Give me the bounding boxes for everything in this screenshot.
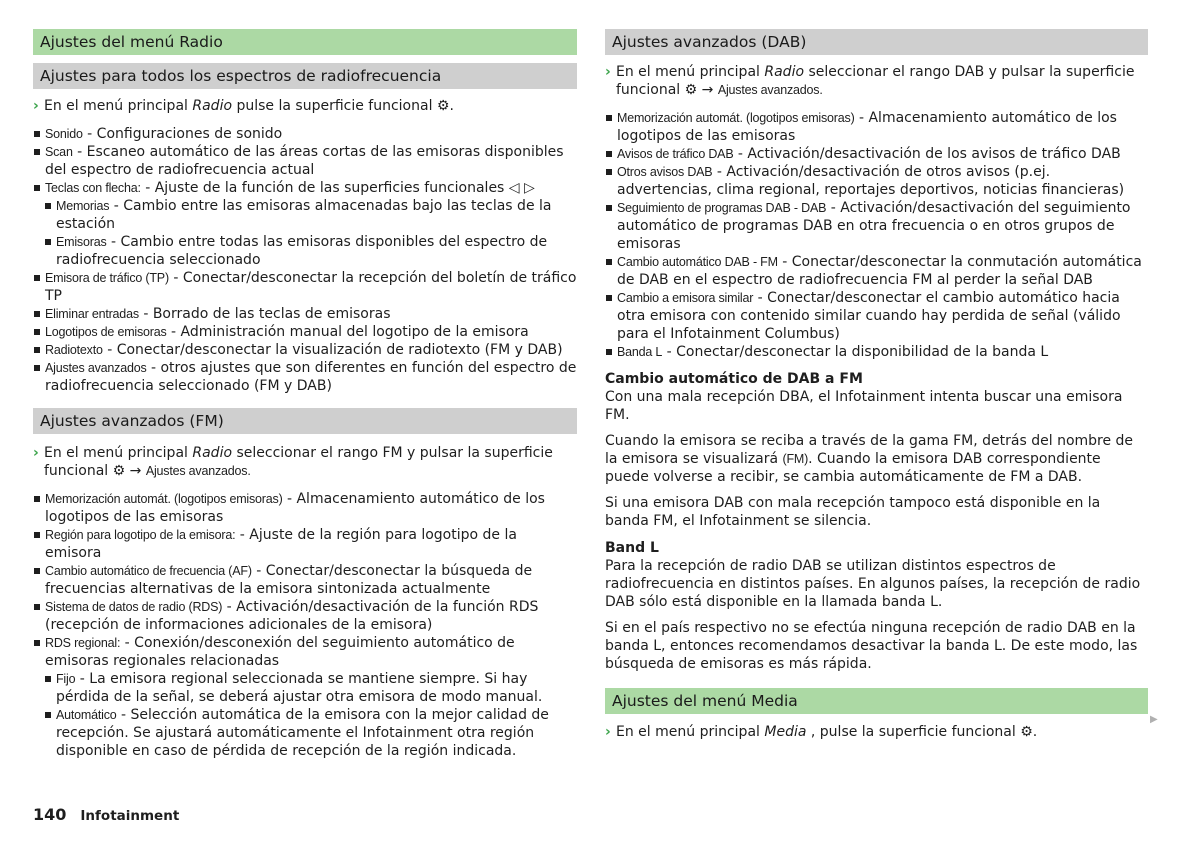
media-intro: › En el menú principal Media , pulse la superficie funcional ⚙. <box>605 724 1038 740</box>
right-column <box>605 29 1148 741</box>
list-item: Región para logotipo de la emisora: - Ajuste de la región para logotipo de la emisora <box>33 526 577 562</box>
list-item: Scan - Escaneo automático de las áreas cortas de las emisoras disponibles del espectro de radiofrecuencia actual <box>33 143 577 179</box>
list-item: Logotipos de emisoras - Administración manual del logotipo de la emisora <box>33 323 577 341</box>
fm-list <box>33 490 577 760</box>
list-item: Eliminar entradas - Borrado de las teclas de emisoras <box>33 305 577 323</box>
page-number: 140 <box>33 805 67 824</box>
band-l-title: Band L <box>605 540 659 556</box>
dab-fm-paragraph-2: Cuando la emisora se reciba a través de la gama FM, detrás del nombre de la emisora se visualizará (FM). Cuando la emisora DAB correspondiente puede volverse a recibir, se cambia automáticamente de FM a DAB. <box>605 433 1134 485</box>
chevron-right-icon: › <box>605 724 611 740</box>
list-item: Memorias - Cambio entre las emisoras almacenadas bajo las teclas de la estación <box>44 197 577 233</box>
band-l-paragraph-2: Si en el país respectivo no se efectúa ninguna recepción de radio DAB en la banda L, entonces recomendamos desactivar la banda L. De este modo, las búsqueda de emisoras es más rápida. <box>605 620 1138 672</box>
media-menu-header: Ajustes del menú Media <box>605 688 1148 714</box>
list-item: Radiotexto - Conectar/desconectar la visualización de radiotexto (FM y DAB) <box>33 341 577 359</box>
list-item: Avisos de tráfico DAB - Activación/desactivación de los avisos de tráfico DAB <box>605 145 1148 163</box>
band-l-paragraph-1: Para la recepción de radio DAB se utilizan distintos espectros de radiofrecuencia en distintos países. En algunos países, la recepción de radio DAB sólo está disponible en la llamada banda L. <box>605 558 1141 610</box>
triangle-right-icon: ▶ <box>1150 714 1158 725</box>
list-item: Otros avisos DAB - Activación/desactivación de otros avisos (p.ej. advertencias, clima regional, reportajes deportivos, noticias financieras) <box>605 163 1148 199</box>
list-item: Fijo - La emisora regional seleccionada se mantiene siempre. Si hay pérdida de la señal, se deberá ajustar otra emisora de modo manual. <box>44 670 577 706</box>
list-item: Automático - Selección automática de la emisora con la mejor calidad de recepción. Se ajustará automáticamente el Infotainment otra región disponible en caso de pérdida de recepción de la región indicada. <box>44 706 577 760</box>
list-item: Sonido - Configuraciones de sonido <box>33 125 577 143</box>
list-item: RDS regional: - Conexión/desconexión del seguimiento automático de emisoras regionales relacionadas <box>33 634 577 670</box>
page-footer <box>33 805 179 824</box>
dab-fm-title: Cambio automático de DAB a FM <box>605 371 863 387</box>
list-item: Cambio automático DAB - FM - Conectar/desconectar la conmutación automática de DAB en el espectro de radiofrecuencia FM al perder la señal DAB <box>605 253 1148 289</box>
chevron-right-icon: › <box>33 445 39 461</box>
list-item: Cambio automático de frecuencia (AF) - Conectar/desconectar la búsqueda de frecuencias alternativas de la emisora sintonizada actualmente <box>33 562 577 598</box>
list-item: Cambio a emisora similar - Conectar/desconectar el cambio automático hacia otra emisora con contenido similar cuando hay perdida de señal (válido para el Infotainment Columbus) <box>605 289 1148 343</box>
list-item: Banda L - Conectar/desconectar la disponibilidad de la banda L <box>605 343 1148 361</box>
dab-advanced-header: Ajustes avanzados (DAB) <box>605 29 1148 55</box>
chevron-right-icon: › <box>33 98 39 114</box>
list-item: Ajustes avanzados - otros ajustes que son diferentes en función del espectro de radiofrecuencia seleccionado (FM y DAB) <box>33 359 577 395</box>
list-item: Emisoras - Cambio entre todas las emisoras disponibles del espectro de radiofrecuencia seleccionado <box>44 233 577 269</box>
list-item: Sistema de datos de radio (RDS) - Activación/desactivación de la función RDS (recepción de informaciones adicionales de la emisora) <box>33 598 577 634</box>
left-column <box>33 29 577 760</box>
all-spectrum-header: Ajustes para todos los espectros de radiofrecuencia <box>33 63 577 89</box>
all-spectrum-intro: › En el menú principal Radio pulse la superficie funcional ⚙. <box>33 98 454 114</box>
chevron-right-icon: › <box>605 64 611 80</box>
fm-intro: › En el menú principal Radio seleccionar el rango FM y pulsar la superficie funcional ⚙ → Ajustes avanzados. <box>33 445 553 479</box>
list-item: Teclas con flecha: - Ajuste de la función de las superficies funcionales ◁ ▷ <box>33 179 577 197</box>
dab-fm-paragraph-1: Con una mala recepción DBA, el Infotainment intenta buscar una emisora FM. <box>605 389 1123 423</box>
all-spectrum-list <box>33 125 577 395</box>
dab-fm-paragraph-3: Si una emisora DAB con mala recepción tampoco está disponible en la banda FM, el Infotainment se silencia. <box>605 495 1101 529</box>
radio-menu-header: Ajustes del menú Radio <box>33 29 577 55</box>
dab-intro: › En el menú principal Radio seleccionar el rango DAB y pulsar la superficie funcional ⚙ → Ajustes avanzados. <box>605 64 1135 98</box>
list-item: Memorización automát. (logotipos emisoras) - Almacenamiento automático de los logotipos de las emisoras <box>605 109 1148 145</box>
list-item: Emisora de tráfico (TP) - Conectar/desconectar la recepción del boletín de tráfico TP <box>33 269 577 305</box>
list-item: Seguimiento de programas DAB - DAB - Activación/desactivación del seguimiento automático de programas DAB en otra frecuencia o en otros grupos de emisoras <box>605 199 1148 253</box>
fm-advanced-header: Ajustes avanzados (FM) <box>33 408 577 434</box>
dab-list <box>605 109 1148 361</box>
section-name: Infotainment <box>80 808 180 824</box>
list-item: Memorización automát. (logotipos emisoras) - Almacenamiento automático de los logotipos de las emisoras <box>33 490 577 526</box>
